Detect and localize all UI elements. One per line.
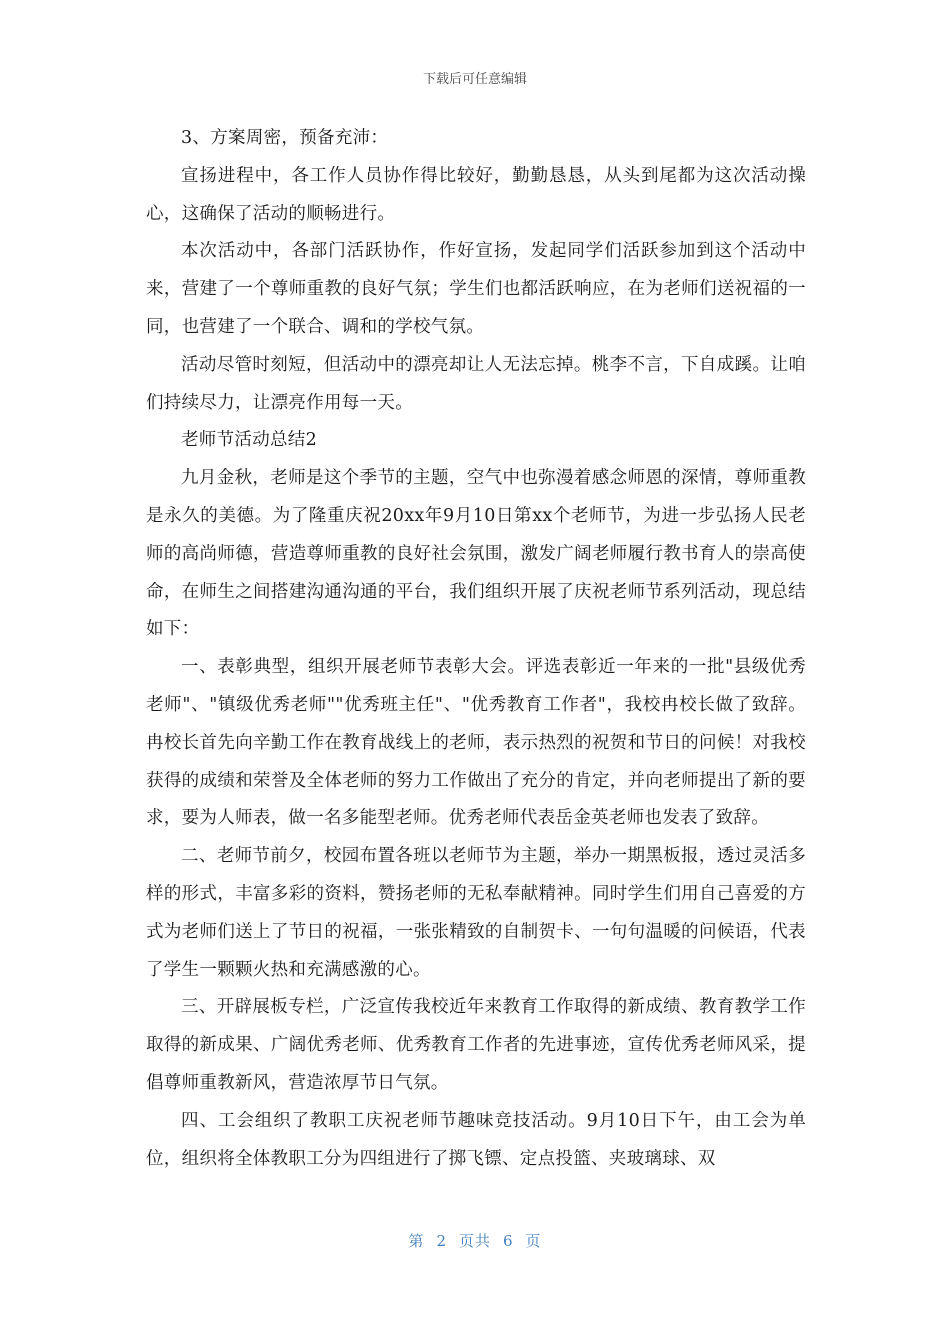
paragraph-cooperation: 本次活动中，各部门活跃协作，作好宣扬，发起同学们活跃参加到这个活动中来，营建了一个尊师重教的良好气氛；学生们也都活跃响应，在为老师们送祝福的一同，也营建了一个联合、调和的学校气氛。 [146, 241, 806, 337]
total-pages: 6 [503, 1232, 514, 1250]
paragraph-item-4: 四、工会组织了教职工庆祝老师节趣味竞技活动。9月10日下午，由工会为单位，组织将全体教职工分为四组进行了掷飞镖、定点投篮、夹玻璃球、双 [146, 1110, 806, 1169]
paragraph-item-3: 三、开辟展板专栏，广泛宣传我校近年来教育工作取得的新成绩、教育教学工作取得的新成果、广阔优秀老师、优秀教育工作者的先进事迹，宣传优秀老师风采，提倡尊师重教新风，营造浓厚节日气氛。 [146, 997, 806, 1093]
footer-middle: 页共 [458, 1232, 491, 1250]
page-footer [0, 1230, 950, 1251]
footer-prefix: 第 [408, 1232, 425, 1250]
paragraph-item-2: 二、老师节前夕，校园布置各班以老师节为主题，举办一期黑板报，透过灵活多样的形式，丰富多彩的资料，赞扬老师的无私奉献精神。同时学生们用自己喜爱的方式为老师们送上了节日的祝福，一张张精致的自制贺卡、一句句温暖的问候语，代表了学生一颗颗火热和充满感激的心。 [146, 846, 806, 980]
paragraph-intro: 九月金秋，老师是这个季节的主题，空气中也弥漫着感念师恩的深情，尊师重教是永久的美德。为了隆重庆祝20xx年9月10日第xx个老师节，为进一步弘扬人民老师的高尚师德，营造尊师重教的良好社会氛围，激发广阔老师履行教书育人的崇高使命，在师生之间搭建沟通沟通的平台，我们组织开展了庆祝老师节系列活动，现总结如下： [146, 468, 806, 640]
document-body [146, 120, 806, 1178]
paragraph-plan: 3、方案周密，预备充沛： [181, 128, 389, 148]
footer-suffix: 页 [525, 1232, 542, 1250]
page-header: 下载后可任意编辑 [422, 72, 527, 87]
section-title: 老师节活动总结2 [181, 430, 318, 451]
paragraph-item-1: 一、表彰典型，组织开展老师节表彰大会。评选表彰近一年来的一批"县级优秀老师"、"镇级优秀老师""优秀班主任"、"优秀教育工作者"，我校冉校长做了致辞。冉校长首先向辛勤工作在教育战线上的老师，表示热烈的祝贺和节日的问候！对我校获得的成绩和荣誉及全体老师的努力工作做出了充分的肯定，并向老师提出了新的要求，要为人师表，做一名多能型老师。优秀老师代表岳金英老师也发表了致辞。 [146, 657, 806, 829]
paragraph-closing: 活动尽管时刻短，但活动中的漂亮却让人无法忘掉。桃李不言，下自成蹊。让咱们持续尽力，让漂亮作用每一天。 [146, 354, 806, 413]
page-number: 2 [436, 1232, 447, 1250]
paragraph-promotion: 宣扬进程中，各工作人员协作得比较好，勤勤恳恳，从头到尾都为这次活动操心，这确保了活动的顺畅进行。 [146, 165, 806, 224]
